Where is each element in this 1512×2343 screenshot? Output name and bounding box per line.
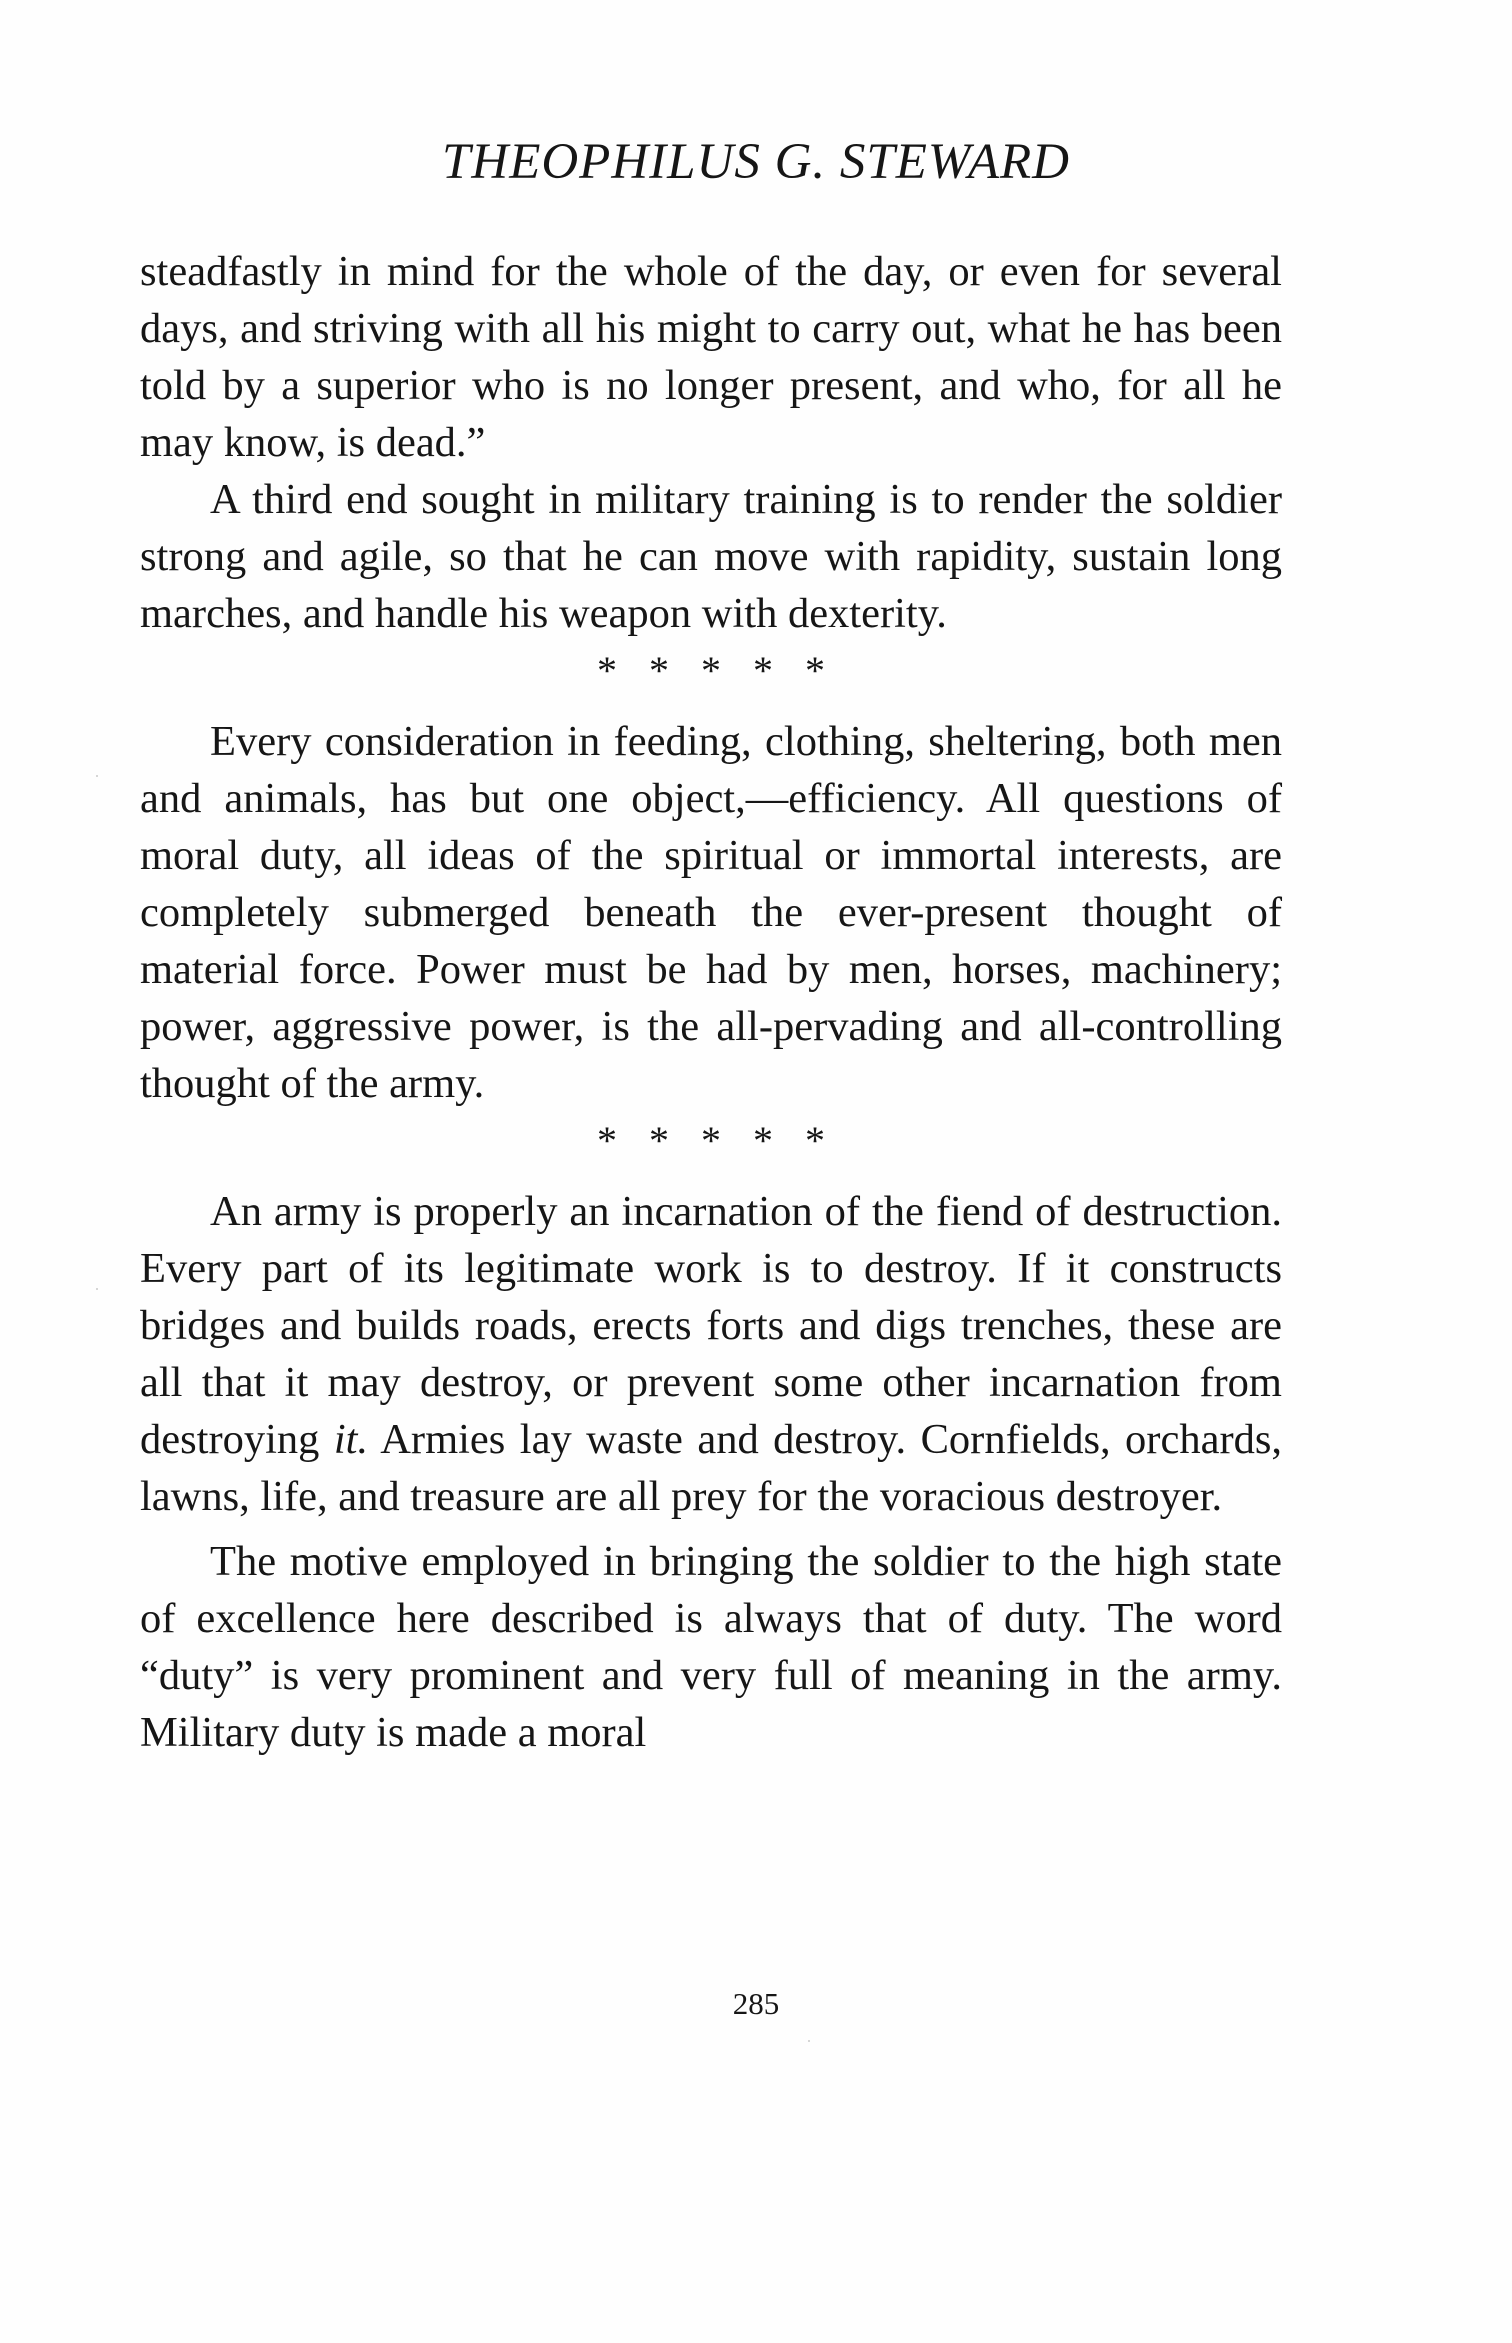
paragraph-continuation: steadfastly in mind for the whole of the day, or even for several days, and striving with all his might to carry out, what he has been told by a superior who is no longer present, and who, for all he may know, is dead.”: [140, 248, 1282, 466]
section-break: * * * * *: [597, 648, 825, 693]
paragraph: The motive employed in bringing the soldier to the high state of excellence here described is always that of duty. The word “duty” is very prominent and very full of meaning in the army. Military duty is made a moral: [140, 1538, 1282, 1756]
paper-speck: [96, 1288, 98, 1290]
italic-emphasis: it.: [333, 1416, 369, 1463]
paragraph: A third end sought in military training is to render the soldier strong and agile, so that he can move with rapidity, sustain long marches, and handle his weapon with dexterity.: [140, 476, 1282, 637]
body-text: [140, 243, 1282, 1761]
paragraph-text: An army is properly an incarnation of the fiend of destruction. Every part of its legitimate work is to destroy. If it constructs bridges and builds roads, erects forts and digs trenches, these are all that it may destroy, or prevent some other incarnation from destroying: [140, 1188, 1282, 1463]
paragraph: [140, 1183, 1282, 1525]
paper-speck: [808, 2040, 810, 2042]
paragraph: Every consideration in feeding, clothing, sheltering, both men and animals, has but one object,—efficiency. All questions of moral duty, all ideas of the spiritual or immortal interests, are completely submerged beneath the ever-present thought of material force. Power must be had by men, horses, machinery; power, aggressive power, is the all-pervading and all-controlling thought of the army.: [140, 718, 1282, 1107]
running-head: THEOPHILUS G. STEWARD: [442, 134, 1070, 190]
paragraph-text: Armies lay waste and destroy. Cornfields, orchards, lawns, life, and treasure are all prey for the voracious destroyer.: [140, 1416, 1283, 1520]
paper-speck: [96, 775, 98, 777]
section-break: * * * * *: [597, 1118, 825, 1163]
page-number: 285: [732, 1986, 780, 2021]
